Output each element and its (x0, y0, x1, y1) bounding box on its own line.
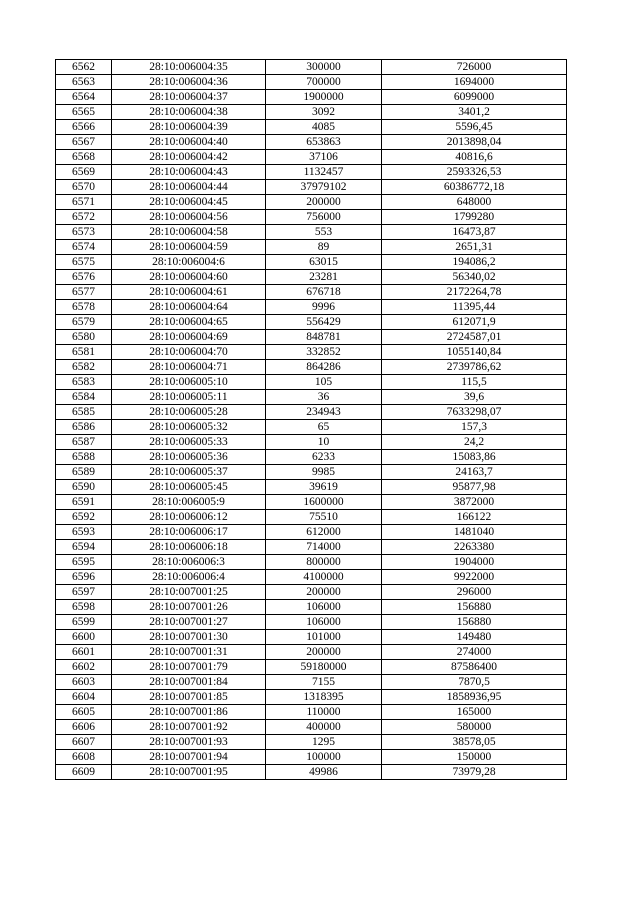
row-number-cell: 6594 (56, 540, 112, 555)
area-cell: 864286 (266, 360, 382, 375)
cadastral-number-cell: 28:10:007001:79 (112, 660, 266, 675)
table-row (56, 645, 567, 660)
area-cell: 101000 (266, 630, 382, 645)
value-cell: 2593326,53 (382, 165, 567, 180)
table-row (56, 165, 567, 180)
value-cell: 580000 (382, 720, 567, 735)
table-row (56, 225, 567, 240)
row-number-cell: 6586 (56, 420, 112, 435)
cadastral-number-cell: 28:10:007001:25 (112, 585, 266, 600)
cadastral-number-cell: 28:10:006004:43 (112, 165, 266, 180)
table-row (56, 525, 567, 540)
cadastral-number-cell: 28:10:006004:40 (112, 135, 266, 150)
cadastral-number-cell: 28:10:007001:85 (112, 690, 266, 705)
table-row (56, 675, 567, 690)
cadastral-number-cell: 28:10:006005:11 (112, 390, 266, 405)
value-cell: 165000 (382, 705, 567, 720)
area-cell: 700000 (266, 75, 382, 90)
row-number-cell: 6568 (56, 150, 112, 165)
cadastral-number-cell: 28:10:006004:59 (112, 240, 266, 255)
cadastral-number-cell: 28:10:006004:36 (112, 75, 266, 90)
value-cell: 1694000 (382, 75, 567, 90)
table-row (56, 390, 567, 405)
value-cell: 296000 (382, 585, 567, 600)
cadastral-number-cell: 28:10:006006:3 (112, 555, 266, 570)
area-cell: 653863 (266, 135, 382, 150)
cadastral-number-cell: 28:10:006004:45 (112, 195, 266, 210)
value-cell: 2172264,78 (382, 285, 567, 300)
area-cell: 848781 (266, 330, 382, 345)
table-row (56, 450, 567, 465)
cadastral-number-cell: 28:10:007001:30 (112, 630, 266, 645)
cadastral-number-cell: 28:10:006005:28 (112, 405, 266, 420)
value-cell: 38578,05 (382, 735, 567, 750)
table-row (56, 360, 567, 375)
value-cell: 1481040 (382, 525, 567, 540)
value-cell: 3872000 (382, 495, 567, 510)
table-row (56, 765, 567, 780)
area-cell: 49986 (266, 765, 382, 780)
value-cell: 73979,28 (382, 765, 567, 780)
value-cell: 60386772,18 (382, 180, 567, 195)
cadastral-number-cell: 28:10:007001:93 (112, 735, 266, 750)
row-number-cell: 6596 (56, 570, 112, 585)
value-cell: 1858936,95 (382, 690, 567, 705)
table-row (56, 60, 567, 75)
value-cell: 1799280 (382, 210, 567, 225)
value-cell: 40816,6 (382, 150, 567, 165)
cadastral-number-cell: 28:10:007001:95 (112, 765, 266, 780)
table-row (56, 330, 567, 345)
row-number-cell: 6600 (56, 630, 112, 645)
row-number-cell: 6608 (56, 750, 112, 765)
table-row (56, 555, 567, 570)
value-cell: 16473,87 (382, 225, 567, 240)
value-cell: 2724587,01 (382, 330, 567, 345)
value-cell: 39,6 (382, 390, 567, 405)
table-row (56, 90, 567, 105)
value-cell: 726000 (382, 60, 567, 75)
area-cell: 105 (266, 375, 382, 390)
row-number-cell: 6575 (56, 255, 112, 270)
row-number-cell: 6609 (56, 765, 112, 780)
row-number-cell: 6604 (56, 690, 112, 705)
table-row (56, 120, 567, 135)
cadastral-number-cell: 28:10:006004:61 (112, 285, 266, 300)
value-cell: 87586400 (382, 660, 567, 675)
cadastral-number-cell: 28:10:006006:12 (112, 510, 266, 525)
table-row (56, 405, 567, 420)
table-row (56, 240, 567, 255)
row-number-cell: 6585 (56, 405, 112, 420)
row-number-cell: 6582 (56, 360, 112, 375)
area-cell: 676718 (266, 285, 382, 300)
area-cell: 300000 (266, 60, 382, 75)
value-cell: 150000 (382, 750, 567, 765)
area-cell: 106000 (266, 600, 382, 615)
row-number-cell: 6580 (56, 330, 112, 345)
area-cell: 556429 (266, 315, 382, 330)
value-cell: 2651,31 (382, 240, 567, 255)
table-row (56, 615, 567, 630)
value-cell: 9922000 (382, 570, 567, 585)
table-row (56, 345, 567, 360)
row-number-cell: 6563 (56, 75, 112, 90)
row-number-cell: 6570 (56, 180, 112, 195)
data-table (55, 59, 567, 780)
row-number-cell: 6579 (56, 315, 112, 330)
cadastral-number-cell: 28:10:006004:35 (112, 60, 266, 75)
area-cell: 37979102 (266, 180, 382, 195)
row-number-cell: 6583 (56, 375, 112, 390)
value-cell: 648000 (382, 195, 567, 210)
value-cell: 194086,2 (382, 255, 567, 270)
area-cell: 3092 (266, 105, 382, 120)
cadastral-number-cell: 28:10:007001:94 (112, 750, 266, 765)
table-row (56, 465, 567, 480)
value-cell: 5596,45 (382, 120, 567, 135)
row-number-cell: 6571 (56, 195, 112, 210)
row-number-cell: 6591 (56, 495, 112, 510)
table-row (56, 495, 567, 510)
table-row (56, 255, 567, 270)
row-number-cell: 6565 (56, 105, 112, 120)
row-number-cell: 6602 (56, 660, 112, 675)
cadastral-number-cell: 28:10:006004:58 (112, 225, 266, 240)
table-row (56, 420, 567, 435)
row-number-cell: 6592 (56, 510, 112, 525)
cadastral-number-cell: 28:10:006004:70 (112, 345, 266, 360)
cadastral-number-cell: 28:10:007001:27 (112, 615, 266, 630)
row-number-cell: 6572 (56, 210, 112, 225)
cadastral-number-cell: 28:10:007001:26 (112, 600, 266, 615)
table-row (56, 75, 567, 90)
table-row (56, 195, 567, 210)
area-cell: 200000 (266, 195, 382, 210)
cadastral-number-cell: 28:10:006004:69 (112, 330, 266, 345)
cadastral-number-cell: 28:10:006004:60 (112, 270, 266, 285)
cadastral-number-cell: 28:10:006004:65 (112, 315, 266, 330)
area-cell: 1132457 (266, 165, 382, 180)
table-row (56, 210, 567, 225)
value-cell: 157,3 (382, 420, 567, 435)
area-cell: 100000 (266, 750, 382, 765)
area-cell: 36 (266, 390, 382, 405)
table-row (56, 285, 567, 300)
area-cell: 756000 (266, 210, 382, 225)
value-cell: 95877,98 (382, 480, 567, 495)
row-number-cell: 6593 (56, 525, 112, 540)
area-cell: 89 (266, 240, 382, 255)
cadastral-number-cell: 28:10:006006:4 (112, 570, 266, 585)
cadastral-number-cell: 28:10:006005:33 (112, 435, 266, 450)
cadastral-number-cell: 28:10:006004:37 (112, 90, 266, 105)
table-row (56, 480, 567, 495)
table-row (56, 150, 567, 165)
value-cell: 7633298,07 (382, 405, 567, 420)
value-cell: 24,2 (382, 435, 567, 450)
row-number-cell: 6577 (56, 285, 112, 300)
area-cell: 332852 (266, 345, 382, 360)
area-cell: 400000 (266, 720, 382, 735)
value-cell: 56340,02 (382, 270, 567, 285)
area-cell: 9996 (266, 300, 382, 315)
cadastral-number-cell: 28:10:007001:31 (112, 645, 266, 660)
table-row (56, 630, 567, 645)
row-number-cell: 6587 (56, 435, 112, 450)
area-cell: 612000 (266, 525, 382, 540)
row-number-cell: 6576 (56, 270, 112, 285)
value-cell: 612071,9 (382, 315, 567, 330)
table-row (56, 180, 567, 195)
value-cell: 166122 (382, 510, 567, 525)
cadastral-number-cell: 28:10:007001:92 (112, 720, 266, 735)
cadastral-number-cell: 28:10:006004:64 (112, 300, 266, 315)
cadastral-number-cell: 28:10:006004:38 (112, 105, 266, 120)
cadastral-number-cell: 28:10:006004:44 (112, 180, 266, 195)
row-number-cell: 6607 (56, 735, 112, 750)
area-cell: 4085 (266, 120, 382, 135)
value-cell: 24163,7 (382, 465, 567, 480)
row-number-cell: 6578 (56, 300, 112, 315)
area-cell: 4100000 (266, 570, 382, 585)
area-cell: 200000 (266, 645, 382, 660)
value-cell: 2013898,04 (382, 135, 567, 150)
cadastral-number-cell: 28:10:006006:17 (112, 525, 266, 540)
row-number-cell: 6590 (56, 480, 112, 495)
row-number-cell: 6574 (56, 240, 112, 255)
cadastral-number-cell: 28:10:006005:10 (112, 375, 266, 390)
table-row (56, 690, 567, 705)
value-cell: 156880 (382, 615, 567, 630)
area-cell: 800000 (266, 555, 382, 570)
value-cell: 2739786,62 (382, 360, 567, 375)
row-number-cell: 6601 (56, 645, 112, 660)
area-cell: 10 (266, 435, 382, 450)
area-cell: 714000 (266, 540, 382, 555)
area-cell: 234943 (266, 405, 382, 420)
value-cell: 149480 (382, 630, 567, 645)
row-number-cell: 6562 (56, 60, 112, 75)
area-cell: 63015 (266, 255, 382, 270)
row-number-cell: 6573 (56, 225, 112, 240)
area-cell: 200000 (266, 585, 382, 600)
row-number-cell: 6606 (56, 720, 112, 735)
row-number-cell: 6597 (56, 585, 112, 600)
area-cell: 59180000 (266, 660, 382, 675)
row-number-cell: 6569 (56, 165, 112, 180)
cadastral-number-cell: 28:10:007001:84 (112, 675, 266, 690)
cadastral-number-cell: 28:10:006004:39 (112, 120, 266, 135)
table-row (56, 135, 567, 150)
table-row (56, 105, 567, 120)
value-cell: 7870,5 (382, 675, 567, 690)
row-number-cell: 6603 (56, 675, 112, 690)
table-row (56, 300, 567, 315)
value-cell: 6099000 (382, 90, 567, 105)
table-row (56, 585, 567, 600)
table-row (56, 375, 567, 390)
row-number-cell: 6567 (56, 135, 112, 150)
table-row (56, 435, 567, 450)
area-cell: 65 (266, 420, 382, 435)
area-cell: 23281 (266, 270, 382, 285)
table-row (56, 705, 567, 720)
value-cell: 3401,2 (382, 105, 567, 120)
area-cell: 106000 (266, 615, 382, 630)
row-number-cell: 6598 (56, 600, 112, 615)
table-row (56, 270, 567, 285)
value-cell: 15083,86 (382, 450, 567, 465)
value-cell: 2263380 (382, 540, 567, 555)
row-number-cell: 6566 (56, 120, 112, 135)
area-cell: 1318395 (266, 690, 382, 705)
row-number-cell: 6605 (56, 705, 112, 720)
area-cell: 1900000 (266, 90, 382, 105)
row-number-cell: 6599 (56, 615, 112, 630)
area-cell: 7155 (266, 675, 382, 690)
cadastral-number-cell: 28:10:007001:86 (112, 705, 266, 720)
table-row (56, 735, 567, 750)
value-cell: 156880 (382, 600, 567, 615)
area-cell: 39619 (266, 480, 382, 495)
cadastral-number-cell: 28:10:006006:18 (112, 540, 266, 555)
value-cell: 274000 (382, 645, 567, 660)
value-cell: 1904000 (382, 555, 567, 570)
table-row (56, 510, 567, 525)
area-cell: 110000 (266, 705, 382, 720)
table-row (56, 600, 567, 615)
area-cell: 37106 (266, 150, 382, 165)
table-row (56, 750, 567, 765)
table-row (56, 315, 567, 330)
row-number-cell: 6588 (56, 450, 112, 465)
area-cell: 1600000 (266, 495, 382, 510)
table-row (56, 570, 567, 585)
cadastral-number-cell: 28:10:006005:9 (112, 495, 266, 510)
area-cell: 9985 (266, 465, 382, 480)
area-cell: 75510 (266, 510, 382, 525)
table-row (56, 660, 567, 675)
cadastral-number-cell: 28:10:006005:36 (112, 450, 266, 465)
cadastral-number-cell: 28:10:006004:42 (112, 150, 266, 165)
row-number-cell: 6589 (56, 465, 112, 480)
row-number-cell: 6564 (56, 90, 112, 105)
value-cell: 1055140,84 (382, 345, 567, 360)
cadastral-number-cell: 28:10:006005:32 (112, 420, 266, 435)
value-cell: 115,5 (382, 375, 567, 390)
table-row (56, 720, 567, 735)
table-row (56, 540, 567, 555)
cadastral-number-cell: 28:10:006004:6 (112, 255, 266, 270)
cadastral-number-cell: 28:10:006005:37 (112, 465, 266, 480)
area-cell: 1295 (266, 735, 382, 750)
row-number-cell: 6595 (56, 555, 112, 570)
cadastral-number-cell: 28:10:006005:45 (112, 480, 266, 495)
cadastral-number-cell: 28:10:006004:56 (112, 210, 266, 225)
area-cell: 553 (266, 225, 382, 240)
value-cell: 11395,44 (382, 300, 567, 315)
row-number-cell: 6581 (56, 345, 112, 360)
cadastral-number-cell: 28:10:006004:71 (112, 360, 266, 375)
row-number-cell: 6584 (56, 390, 112, 405)
area-cell: 6233 (266, 450, 382, 465)
table-body (56, 60, 567, 780)
